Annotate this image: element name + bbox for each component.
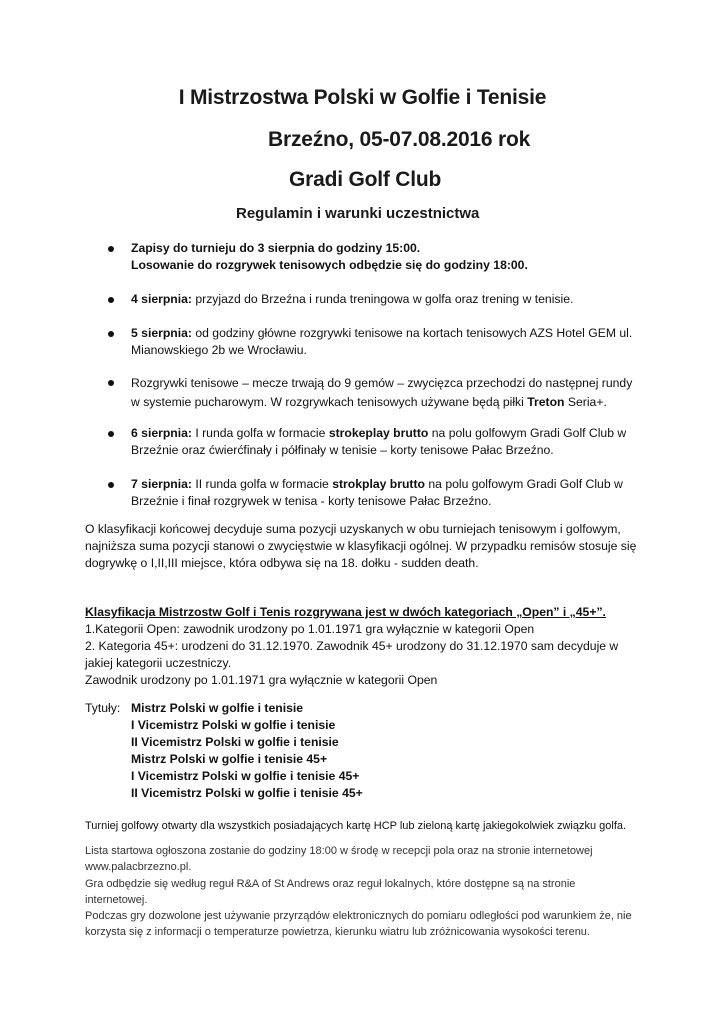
bullet-dot: [108, 297, 114, 303]
title-item: Mistrz Polski w golfie i tenisie 45+: [131, 752, 328, 766]
paragraph-line: najniższa suma pozycji stanowi o zwycięstwie w klasyfikacji ogólnej. W przypadku remisów stosuje się: [85, 539, 637, 553]
list-item-text: Seria+.: [564, 395, 607, 409]
bullet-dot: [108, 380, 114, 386]
note-line: korzysta się z informacji o temperaturze powietrza, kierunku wiatru lub zróżnicowania wysokości terenu.: [85, 926, 590, 939]
note-line: internetowej.: [85, 893, 148, 906]
list-item-text: Brzeźnie i finał rozgrywek w tenisa - korty tenisowe Pałac Brzeźno.: [131, 494, 492, 508]
eligibility-note: Turniej golfowy otwarty dla wszystkich posiadających kartę HCP lub zieloną kartę jakiegokolwiek związku golfa.: [85, 820, 627, 832]
final-classification-paragraph: [85, 521, 645, 572]
titles-list: [131, 700, 531, 802]
bullet-dot: [108, 431, 114, 437]
additional-notes: [85, 843, 645, 941]
paragraph-line: Zawodnik urodzony po 1.01.1971 gra wyłącznie w kategorii Open: [85, 673, 438, 687]
document-subtitle: Brzeźno, 05-07.08.2016 rok: [268, 128, 531, 151]
paragraph-line: O klasyfikacji końcowej decyduje suma pozycji uzyskanych w obu turniejach tenisowym i golfowym,: [85, 522, 621, 536]
list-item-text: Brzeźnie oraz ćwierćfinały i półfinały w tenisie – korty tenisowe Pałac Brzeźno.: [131, 443, 554, 457]
date-label: 4 sierpnia:: [131, 292, 192, 306]
bullet-dot: [108, 331, 114, 337]
format-label: strokeplay brutto: [328, 426, 429, 440]
list-item-text: Zapisy do turnieju do 3 sierpnia do godziny 15:00.: [131, 241, 421, 255]
club-name: Gradi Golf Club: [289, 168, 442, 191]
titles-label: Tytuły:: [85, 701, 121, 715]
paragraph-line: 2. Kategoria 45+: urodzeni do 31.12.1970. Zawodnik 45+ urodzony do 31.12.1970 sam decyduje w: [85, 639, 619, 653]
note-line: Gra odbędzie się według reguł R&A of St Andrews oraz reguł lokalnych, które dostępne są na stronie: [85, 877, 576, 890]
list-item-text: Rozgrywki tenisowe – mecze trwają do 9 gemów – zwycięzca przechodzi do następnej rundy: [131, 376, 633, 390]
paragraph-line: jakiej kategorii uczestniczy.: [85, 656, 232, 670]
title-item: I Vicemistrz Polski w golfie i tenisie: [131, 718, 336, 732]
note-line: www.palacbrzezno.pl.: [85, 861, 192, 874]
list-item-text: od godziny główne rozgrywki tenisowe na kortach tenisowych AZS Hotel GEM ul.: [191, 326, 633, 340]
classification-heading: Klasyfikacja Mistrzostw Golf i Tenis rozgrywana jest w dwóch kategoriach „Open” i „45+”.: [85, 605, 606, 619]
date-label: 6 sierpnia:: [131, 426, 192, 440]
title-item: II Vicemistrz Polski w golfie i tenisie: [131, 735, 339, 749]
list-item-text: w systemie pucharowym. W rozgrywkach tenisowych używane będą piłki: [131, 395, 528, 409]
title-item: I Vicemistrz Polski w golfie i tenisie 45+: [131, 769, 360, 783]
list-item-text: Mianowskiego 2b we Wrocławiu.: [131, 343, 307, 357]
list-item-text: Losowanie do rozgrywek tenisowych odbędzie się do godziny 18:00.: [131, 258, 528, 272]
document-title: I Mistrzostwa Polski w Golfie i Tenisie: [178, 86, 547, 109]
regulations-heading: Regulamin i warunki uczestnictwa: [236, 205, 480, 222]
list-item-text: przyjazd do Brzeźna i runda treningowa w golfa oraz trening w tenisie.: [191, 292, 574, 306]
bullet-dot: [108, 482, 114, 488]
list-item-text: na polu golfowym Gradi Golf Club w: [424, 477, 623, 491]
paragraph-line: 1.Kategorii Open: zawodnik urodzony po 1.01.1971 gra wyłącznie w kategorii Open: [85, 622, 535, 636]
list-item-text: na polu golfowym Gradi Golf Club w: [428, 426, 627, 440]
classification-details: [85, 621, 645, 689]
format-label: strokplay brutto: [332, 477, 425, 491]
note-line: Podczas gry dozwolone jest używanie przyrządów elektronicznych do pomiaru odległości pod warunkiem że, nie: [85, 910, 632, 923]
ball-brand: Treton: [527, 395, 565, 409]
date-label: 7 sierpnia:: [131, 477, 192, 491]
paragraph-line: dogrywkę o I,II,III miejsce, która odbywa się na 18. dołku - sudden death.: [85, 556, 479, 570]
note-line: Lista startowa ogłoszona zostanie do godziny 18:00 w środę w recepcji pola oraz na stronie internetowej: [85, 845, 593, 857]
title-item: Mistrz Polski w golfie i tenisie: [131, 701, 304, 715]
title-item: II Vicemistrz Polski w golfie i tenisie 45+: [131, 786, 363, 800]
list-item-text: II runda golfa w formacie: [191, 477, 333, 491]
bullet-dot: [108, 246, 114, 252]
date-label: 5 sierpnia:: [131, 326, 192, 340]
list-item-text: I runda golfa w formacie: [191, 426, 329, 440]
